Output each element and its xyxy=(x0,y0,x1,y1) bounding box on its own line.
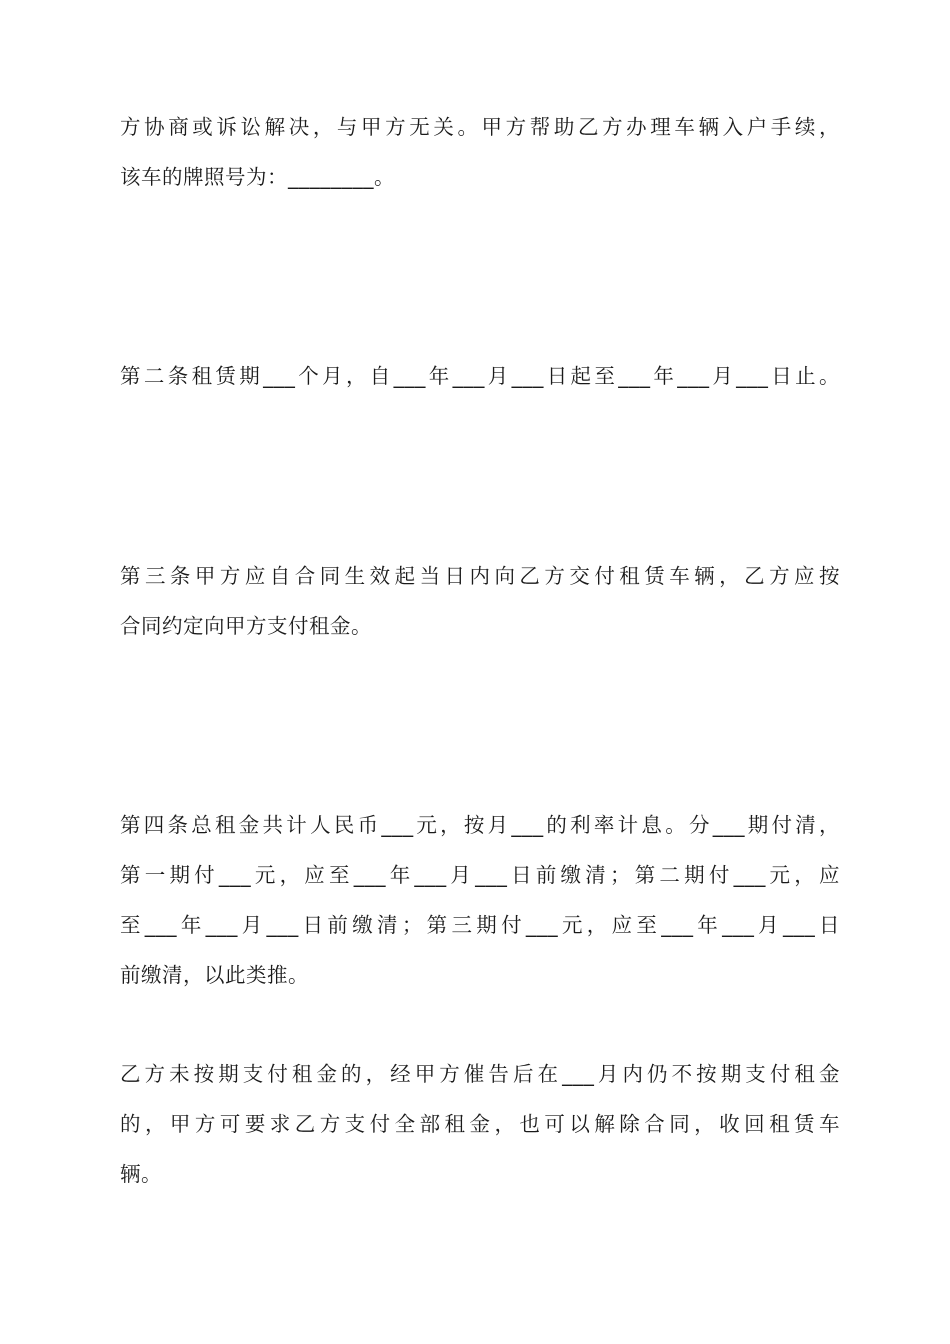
paragraph-article-2-lease-term xyxy=(120,351,840,401)
paragraph-article-4-total-rent xyxy=(120,800,840,1000)
text-line: 前缴清，以此类推。 xyxy=(120,963,309,987)
text-line: 第四条总租金共计人民币___元，按月___的利率计息。分___期付清， xyxy=(120,813,840,837)
text-line: 合同约定向甲方支付租金。 xyxy=(120,614,372,638)
text-line: 辆。 xyxy=(120,1162,162,1186)
text-line: 至___年___月___日前缴清；第三期付___元，应至___年___月___日 xyxy=(120,913,840,937)
text-line: 第三条甲方应自合同生效起当日内向乙方交付租赁车辆，乙方应按 xyxy=(120,564,840,588)
text-line: 第二条租赁期___个月，自___年___月___日起至___年___月___日止。 xyxy=(120,364,840,388)
text-line: 的，甲方可要求乙方支付全部租金，也可以解除合同，收回租赁车 xyxy=(120,1112,840,1136)
paragraph-article-3-delivery xyxy=(120,551,840,651)
text-line: 第一期付___元，应至___年___月___日前缴清；第二期付___元，应 xyxy=(120,863,840,887)
text-line: 乙方未按期支付租金的，经甲方催告后在___月内仍不按期支付租金 xyxy=(120,1062,840,1086)
paragraph-dispute-and-registration xyxy=(120,102,840,202)
paragraph-late-payment xyxy=(120,1049,840,1199)
text-line: 该车的牌照号为：________。 xyxy=(120,165,395,189)
text-line: 方协商或诉讼解决，与甲方无关。甲方帮助乙方办理车辆入户手续， xyxy=(120,115,840,139)
